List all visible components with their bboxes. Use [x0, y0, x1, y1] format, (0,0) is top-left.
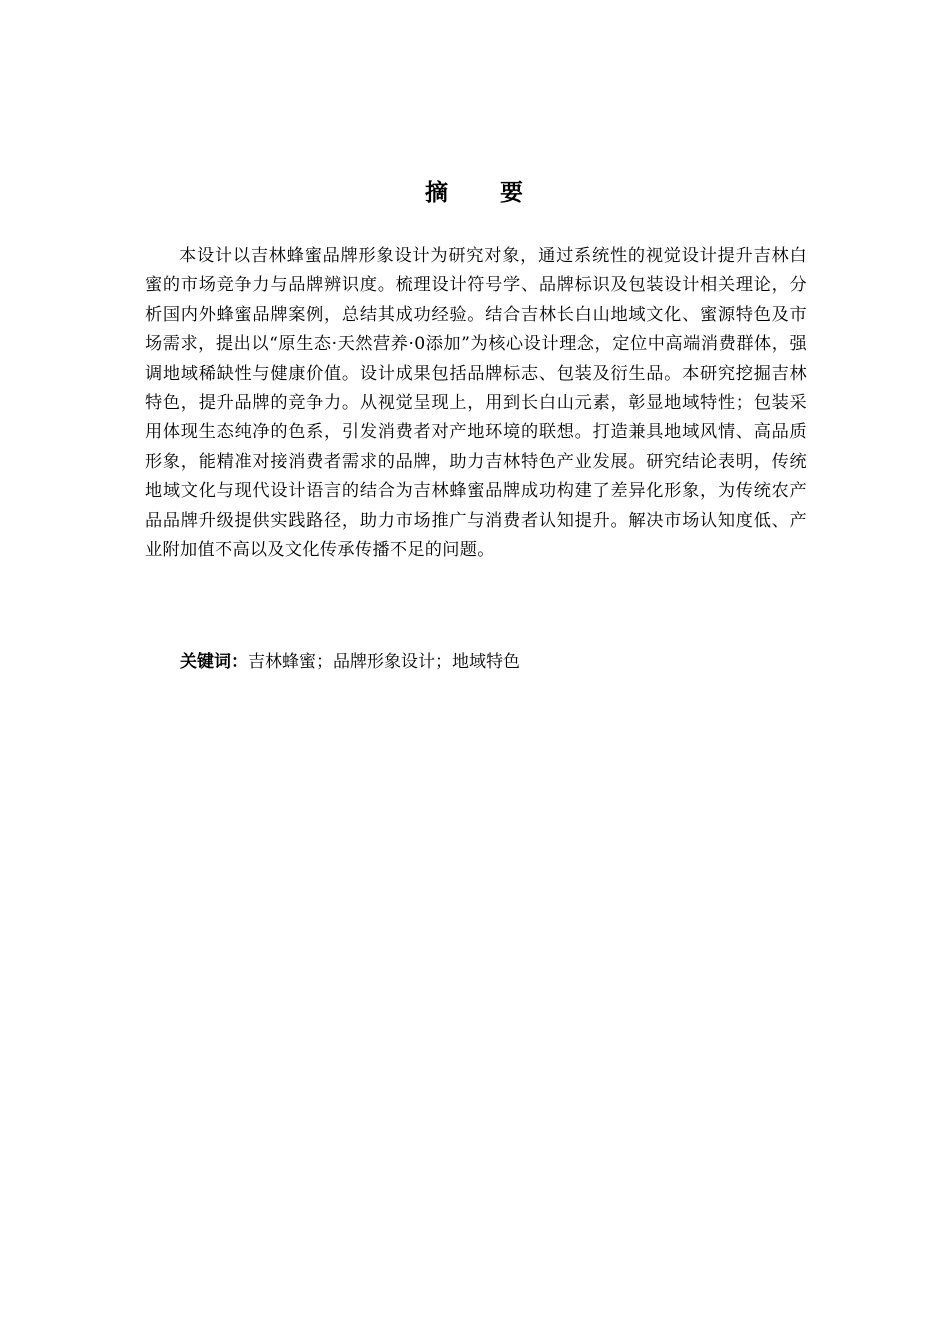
abstract-title [0, 174, 950, 212]
abstract-title-right: 要 [500, 180, 525, 206]
keywords-line [180, 648, 520, 676]
keywords-text: 吉林蜂蜜；品牌形象设计；地域特色 [248, 652, 520, 672]
keywords-label: 关键词： [180, 652, 248, 672]
abstract-paragraph: 本设计以吉林蜂蜜品牌形象设计为研究对象，通过系统性的视觉设计提升吉林白蜜的市场竞争力与品牌辨识度。梳理设计符号学、品牌标识及包装设计相关理论，分析国内外蜂蜜品牌案例，总结其成功经验。结合吉林长白山地域文化、蜜源特色及市场需求，提出以“原生态·天然营养·0添加”为核心设计理念，定位中高端消费群体，强调地域稀缺性与健康价值。设计成果包括品牌标志、包装及衍生品。本研究挖掘吉林特色，提升品牌的竞争力。从视觉呈现上，用到长白山元素，彰显地域特性；包装采用体现生态纯净的色系，引发消费者对产地环境的联想。打造兼具地域风情、高品质形象，能精准对接消费者需求的品牌，助力吉林特色产业发展。研究结论表明，传统地域文化与现代设计语言的结合为吉林蜂蜜品牌成功构建了差异化形象，为传统农产品品牌升级提供实践路径，助力市场推广与消费者认知提升。解决市场认知度低、产业附加值不高以及文化传承传播不足的问题。 [145, 246, 807, 561]
abstract-title-left: 摘 [425, 180, 450, 206]
